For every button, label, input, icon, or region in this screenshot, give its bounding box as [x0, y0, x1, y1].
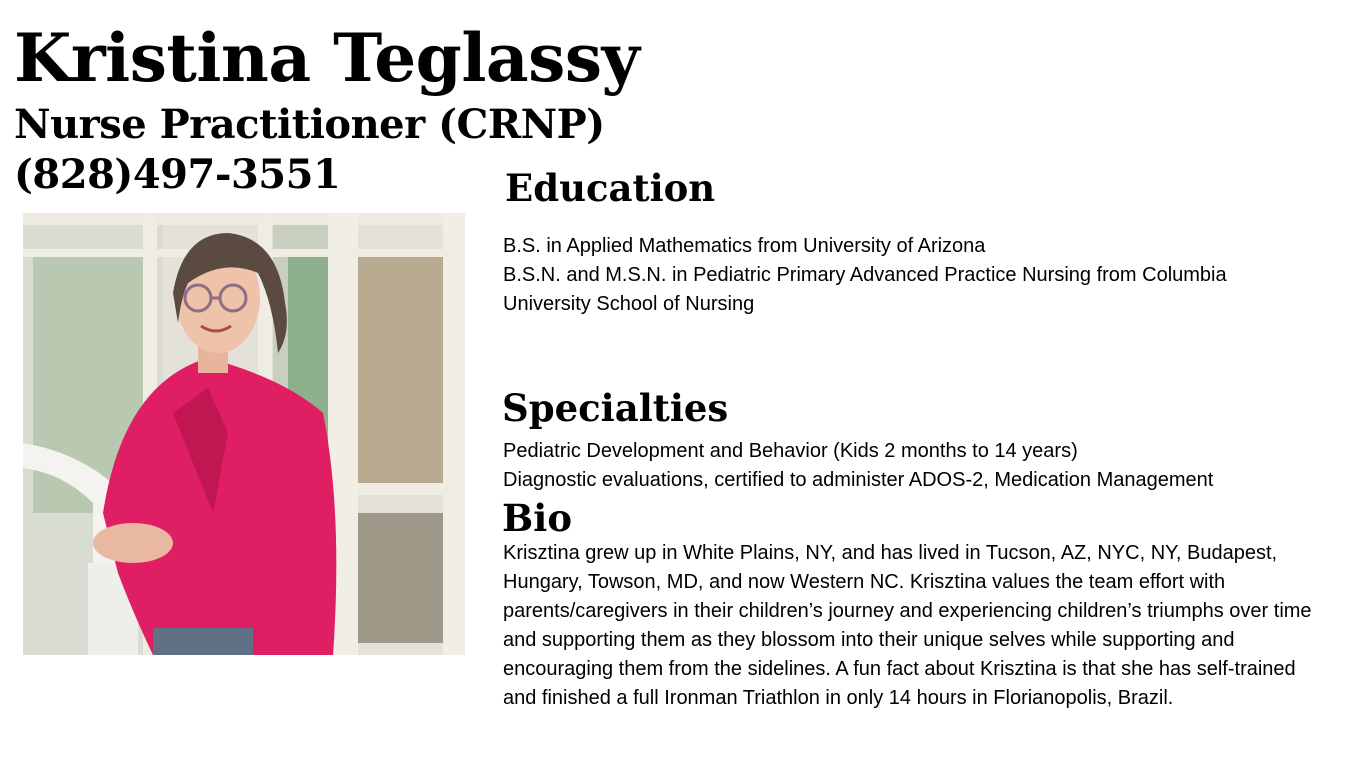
bio-heading: Bio — [502, 496, 573, 540]
provider-title: Nurse Practitioner (CRNP) — [14, 101, 605, 148]
specialties-list — [503, 437, 1213, 495]
provider-photo — [23, 213, 465, 655]
provider-name: Kristina Teglassy — [14, 19, 640, 97]
specialty-item: Diagnostic evaluations, certified to administer ADOS-2, Medication Management — [503, 469, 1214, 491]
education-heading: Education — [505, 166, 716, 210]
education-item: B.S.N. and M.S.N. in Pediatric Primary Advanced Practice Nursing from Columbia University School of Nursing — [503, 264, 1227, 315]
education-item: B.S. in Applied Mathematics from University of Arizona — [503, 235, 986, 257]
education-list — [503, 232, 1303, 319]
specialties-heading: Specialties — [502, 386, 729, 430]
bio-text: Krisztina grew up in White Plains, NY, and has lived in Tucson, AZ, NYC, NY, Budapest, Hungary, Towson, MD, and now Western NC. Krisztina values the team effort with parents/caregivers in their children’s journey and experiencing children’s triumphs over time and supporting them as they blossom into their unique selves while supporting and encouraging them from the sidelines. A fun fact about Krisztina is that she has self-trained and finished a full Ironman Triathlon in only 14 hours in Florianopolis, Brazil. — [503, 542, 1312, 709]
specialty-item: Pediatric Development and Behavior (Kids 2 months to 14 years) — [503, 440, 1078, 462]
phone-number: (828)497-3551 — [14, 151, 341, 198]
